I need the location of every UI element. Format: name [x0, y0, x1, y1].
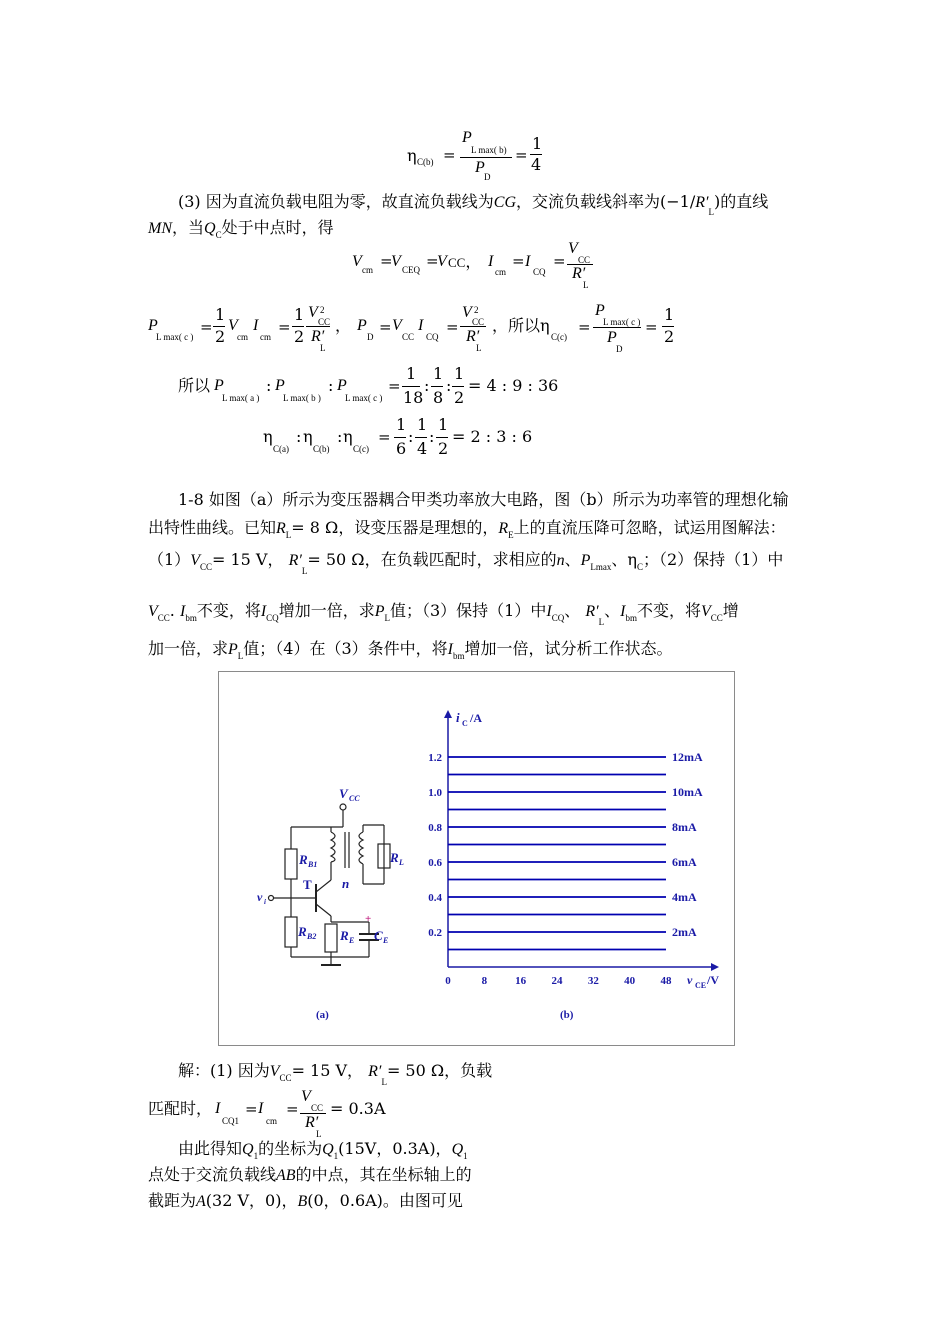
superscript: 2 [474, 305, 479, 315]
fraction-numerator: 1 [406, 364, 417, 383]
ratio-result: = 4 : 9 : 36 [468, 376, 559, 395]
equals-sign: = [578, 318, 591, 336]
paragraph-line [148, 218, 334, 240]
paragraph-line [178, 192, 769, 217]
fraction-bar [436, 437, 448, 438]
input-label: v [257, 890, 263, 904]
subscript: CC [318, 317, 331, 327]
symbol: V [228, 317, 238, 334]
text: 上的直流压降可忽略，试运用图解法： [513, 518, 786, 537]
x-tick-label: 48 [660, 975, 672, 987]
symbol: A [196, 1193, 206, 1210]
fraction-denominator: 18 [403, 388, 424, 407]
y-tick-labels [428, 752, 442, 939]
symbol: P [148, 317, 158, 334]
transistor-collector [316, 880, 331, 892]
equals-sign: = [553, 252, 566, 270]
subscript: CQ [266, 613, 279, 623]
text: 加一倍，求 [148, 639, 229, 658]
subscript: CC [710, 613, 723, 623]
primary-coil [331, 832, 335, 870]
text: : [446, 376, 452, 395]
transistor-label: T [303, 877, 312, 892]
fraction-denominator: R′ [311, 328, 325, 345]
text: = 0.3A [330, 1099, 386, 1118]
text: ，当 [172, 218, 205, 237]
vcc-terminal [340, 804, 346, 810]
text: 、 [564, 550, 581, 569]
symbol: AB [276, 1167, 296, 1184]
curve-label: 12mA [672, 750, 703, 764]
fraction-bar [402, 386, 420, 387]
text: 1-8 如图（a）所示为变压器耦合甲类功率放大电路，图（b）所示为功率管的理想化输 [178, 490, 789, 509]
chart-curves [448, 757, 666, 950]
fraction-denominator: 2 [438, 439, 449, 458]
subscript: CC [402, 332, 415, 342]
text: = 50 Ω，负载 [386, 1061, 493, 1080]
text: )的直线 [714, 192, 769, 211]
curve-label: 6mA [672, 855, 697, 869]
symbol: V [148, 603, 158, 620]
symbol: R′ [585, 603, 599, 620]
subscript: CC [578, 255, 591, 265]
rb1-subscript: B1 [308, 860, 318, 869]
text: 、 [564, 601, 581, 620]
ce-subscript: E [383, 936, 389, 945]
text: 的中点，其在坐标轴上的 [295, 1165, 472, 1184]
text: 增加一倍，求 [278, 601, 375, 620]
text: = 15 V， [211, 550, 284, 569]
subscript: L [301, 566, 308, 576]
problem-line [148, 601, 739, 627]
equals-sign: = [245, 1100, 258, 1118]
y-tick-label: 0.8 [428, 822, 442, 834]
x-tick-label: 16 [515, 975, 527, 987]
fraction-numerator: 1 [454, 364, 465, 383]
symbol: P [337, 377, 347, 394]
text: : [266, 376, 272, 395]
figure-a-caption: (a) [316, 1009, 329, 1021]
figure-frame [218, 671, 735, 1046]
subscript: C [636, 562, 643, 572]
text: Q [204, 220, 216, 237]
symbol: P [374, 603, 385, 620]
problem-line [148, 518, 786, 540]
subscript: C [215, 230, 222, 240]
text: 出特性曲线。已知 [148, 518, 277, 537]
x-axis-label-subscript: CE [695, 981, 707, 990]
fraction-denominator: 2 [454, 388, 465, 407]
symbol: B [297, 1193, 308, 1210]
subscript: C(c) [551, 332, 567, 342]
subscript: L [598, 617, 605, 627]
subscript: L [237, 651, 244, 661]
equals-sign: = [380, 252, 393, 270]
comma: ， [492, 316, 509, 335]
problem-line [178, 492, 789, 508]
subscript: CC [311, 1103, 324, 1113]
secondary-coil [359, 832, 363, 864]
symbol: P [580, 552, 591, 569]
subscript: L max( c ) [603, 317, 641, 327]
curve-labels [672, 750, 703, 939]
text: 所以 [178, 376, 211, 395]
subscript: bm [625, 613, 637, 623]
vcc-label: V [339, 786, 348, 801]
symbol: η [303, 427, 313, 446]
circuit-labels [257, 786, 404, 1021]
fraction-numerator: V [301, 1088, 311, 1105]
symbol: η [343, 427, 353, 446]
text: : [296, 427, 302, 446]
symbol: I [488, 253, 494, 270]
text: 不变，将 [196, 601, 261, 620]
subscript: cm [260, 332, 271, 342]
symbol: P [275, 377, 285, 394]
polarity-mark: + [365, 913, 372, 925]
text: (15V，0.3A)， [338, 1139, 452, 1158]
fraction-denominator: P [475, 159, 485, 176]
x-axis-label-unit: /V [707, 973, 719, 987]
re-subscript: E [349, 936, 355, 945]
subscript: Lmax [590, 562, 612, 572]
figure-svg [219, 672, 734, 1045]
fraction-bar [460, 157, 512, 158]
curve-label: 2mA [672, 925, 697, 939]
rl-label: R [390, 850, 399, 865]
symbol: V [190, 552, 200, 569]
x-axis-arrow [711, 963, 719, 971]
fraction-bar [394, 437, 406, 438]
y-tick-label: 1.2 [428, 752, 442, 764]
y-axis-label-subscript: C [462, 719, 468, 728]
re-resistor [325, 924, 337, 952]
symbol: Q [242, 1141, 254, 1158]
subscript: bm [453, 651, 465, 661]
fraction-denominator: 2 [664, 327, 675, 346]
solution-line [148, 1193, 463, 1210]
subscript: bm [185, 613, 197, 623]
text: = 8 Ω，设变压器是理想的， [291, 518, 499, 537]
fraction-numerator: V [462, 304, 472, 321]
subscript: E [508, 530, 514, 540]
comma: ， [335, 316, 352, 335]
text: 增加一倍，试分析工作状态。 [464, 639, 673, 658]
x-tick-label: 40 [624, 975, 636, 987]
subscript: CC [199, 562, 212, 572]
text: : [337, 427, 343, 446]
equals-sign: = [388, 377, 401, 395]
subscript: L [316, 1129, 322, 1139]
text: . [169, 601, 175, 620]
fraction-denominator: 2 [215, 327, 226, 346]
equals-sign: = [378, 428, 391, 446]
text: = 15 V， [291, 1061, 364, 1080]
subscript: CC [279, 1073, 292, 1083]
symbol: η [263, 427, 273, 446]
vcc-subscript: CC [349, 794, 360, 803]
subscript: C(c) [353, 444, 369, 454]
subscript: L [583, 280, 589, 290]
text: (−1/ [660, 192, 696, 211]
symbol: Q [322, 1141, 334, 1158]
subscript: L max( c ) [156, 332, 194, 342]
fraction-numerator: 1 [294, 305, 305, 324]
fraction-denominator: 8 [433, 388, 444, 407]
fraction-numerator: 1 [433, 364, 444, 383]
symbol: I [258, 1100, 264, 1117]
equals-sign: = [278, 318, 291, 336]
symbol: V [700, 603, 711, 620]
text: (3) 因为直流负载电阻为零，故直流负载线为 [178, 192, 494, 211]
equals-sign: = [426, 252, 439, 270]
text: CG [493, 194, 516, 211]
equals-sign: = [645, 318, 658, 336]
subscript: L [708, 207, 715, 217]
subscript: 1 [333, 1151, 339, 1161]
x-axis-label: v [687, 973, 693, 987]
fraction-numerator-subscript: L max( b) [471, 145, 507, 155]
rb1-resistor [285, 849, 297, 879]
subscript: L [476, 343, 482, 353]
symbol: n [556, 552, 565, 569]
output-characteristics-chart [428, 710, 719, 1021]
subscript: CQ [533, 267, 546, 277]
turns-ratio-label: n [342, 876, 350, 891]
symbol: V [352, 253, 362, 270]
text: CC， [448, 252, 482, 271]
fraction-denominator: P [607, 329, 617, 346]
subscript: L [384, 613, 390, 623]
symbol: V [437, 253, 447, 270]
rb2-subscript: B2 [307, 932, 317, 941]
symbol: P [214, 377, 224, 394]
symbol: R [498, 520, 509, 537]
symbol: R′ [368, 1063, 382, 1080]
text: ，交流负载线斜率为 [516, 192, 661, 211]
symbol: I [179, 603, 186, 620]
y-tick-label: 0.6 [428, 857, 442, 869]
solution-line [178, 1061, 493, 1087]
fraction-bar [306, 326, 330, 327]
eta-symbol: η [407, 146, 417, 165]
rb2-resistor [285, 917, 297, 947]
subscript: L max( b ) [283, 393, 321, 403]
y-axis-label: i [456, 710, 460, 725]
ratio-result: = 2 : 3 : 6 [452, 427, 533, 446]
equals-sign: = [512, 252, 525, 270]
subscript: D [616, 344, 623, 354]
symbol: I [620, 603, 626, 620]
fraction-denominator-subscript: D [484, 172, 491, 182]
transistor-emitter [316, 904, 331, 916]
x-tick-labels [445, 975, 672, 987]
symbol: P [357, 317, 367, 334]
fraction-denominator: R′ [305, 1114, 319, 1131]
symbol: I [260, 603, 267, 620]
input-subscript: i [264, 898, 266, 906]
subscript: 1 [253, 1151, 259, 1161]
subscript: CC [472, 317, 485, 327]
text: 截距为 [148, 1191, 197, 1210]
solution-line [148, 1167, 472, 1184]
symbol: I [418, 317, 424, 334]
subscript: L max( c ) [345, 393, 383, 403]
x-tick-label: 24 [551, 975, 563, 987]
x-tick-label: 0 [445, 975, 451, 987]
subscript: L max( a ) [222, 393, 260, 403]
text: R′ [695, 194, 709, 211]
superscript: 2 [320, 305, 325, 315]
ce-label: C [374, 928, 383, 943]
symbol: P [228, 641, 238, 658]
re-label: R [340, 928, 349, 943]
fraction-bar [593, 327, 641, 328]
circuit-diagram [269, 804, 391, 965]
fraction-numerator: V [308, 304, 318, 321]
text: 解：(1) 因为 [178, 1061, 270, 1080]
text: = 50 Ω，在负载匹配时，求相应的 [307, 550, 557, 569]
subscript: L [285, 530, 292, 540]
fraction-denominator: 6 [396, 439, 407, 458]
text: 、 [604, 601, 621, 620]
text: (32 V，0)， [205, 1191, 298, 1210]
text: : [408, 427, 414, 446]
text: 增 [722, 601, 739, 620]
input-terminal [269, 896, 274, 901]
text: : [328, 376, 334, 395]
symbol: I [546, 603, 552, 620]
symbol: R [276, 520, 286, 537]
fraction-numerator: V [568, 240, 578, 257]
text: 值；（3）保持（1）中 [389, 601, 547, 620]
fraction-numerator: 1 [438, 415, 449, 434]
text: 的坐标为 [258, 1139, 323, 1158]
equals-sign: = [379, 318, 392, 336]
equals-sign: = [446, 318, 459, 336]
fraction-bar [452, 386, 464, 387]
symbol: R′ [288, 552, 302, 569]
subscript: CQ [426, 332, 439, 342]
symbol: I [525, 253, 531, 270]
result-denominator: 4 [531, 155, 542, 174]
symbol: I [253, 317, 259, 334]
subscript: CQ [551, 613, 565, 623]
subscript: cm [362, 265, 373, 275]
text: (0，0.6A)。由图可见 [307, 1191, 463, 1210]
symbol: I [447, 641, 453, 658]
subscript: D [367, 332, 374, 342]
problem-line [148, 550, 784, 576]
y-axis-arrow [444, 710, 452, 718]
fraction-denominator: 2 [294, 327, 305, 346]
rl-subscript: L [399, 858, 404, 867]
curve-label: 4mA [672, 890, 697, 904]
text: 处于中点时，得 [221, 218, 334, 237]
symbol: Q [451, 1141, 464, 1158]
subscript: cm [495, 267, 506, 277]
symbol: V [269, 1063, 280, 1080]
text: MN [148, 220, 172, 237]
fraction-numerator: 1 [417, 415, 428, 434]
subscript: C(a) [273, 444, 289, 454]
fraction-bar [460, 326, 486, 327]
symbol: I [215, 1100, 221, 1117]
x-tick-label: 8 [481, 975, 488, 987]
subscript: L [320, 343, 326, 353]
subscript: CEQ [402, 265, 420, 275]
equals-sign: = [515, 146, 528, 164]
subscript: C(b) [313, 444, 330, 454]
text: 由此得知 [178, 1139, 243, 1158]
symbol: V [391, 253, 401, 270]
equals-sign: = [443, 146, 456, 164]
y-axis-label-unit: /A [470, 711, 482, 725]
text: 所以η [508, 316, 550, 335]
problem-line [148, 639, 673, 661]
fraction-numerator: P [595, 302, 605, 319]
solution-line [178, 1139, 468, 1161]
fraction-denominator: R′ [466, 328, 480, 345]
fraction-numerator: P [462, 129, 472, 146]
text: 匹配时， [148, 1099, 213, 1118]
x-tick-label: 32 [587, 975, 599, 987]
text: （1） [148, 550, 191, 569]
subscript: L [381, 1077, 387, 1087]
symbol: V [392, 317, 402, 334]
text: 、η [611, 550, 637, 569]
eta-subscript: C(b) [417, 157, 434, 167]
curve-label: 10mA [672, 785, 703, 799]
y-tick-label: 1.0 [428, 787, 442, 799]
y-tick-label: 0.2 [428, 927, 442, 939]
fraction-numerator: 1 [664, 305, 675, 324]
text: 点处于交流负载线 [148, 1165, 277, 1184]
subscript: CC [157, 613, 170, 623]
subscript: cm [237, 332, 248, 342]
text: ；（2）保持（1）中 [642, 550, 784, 569]
subscript: CQ1 [222, 1116, 240, 1126]
y-tick-label: 0.4 [428, 892, 442, 904]
subscript: 1 [463, 1151, 468, 1161]
fraction-denominator: 4 [417, 439, 428, 458]
fraction-denominator: R′ [572, 265, 586, 282]
text: : [424, 376, 430, 395]
subscript: cm [266, 1116, 277, 1126]
equals-sign: = [200, 318, 213, 336]
equals-sign: = [286, 1100, 299, 1118]
text: : [429, 427, 435, 446]
fraction-numerator: 1 [215, 305, 226, 324]
fraction-numerator: 1 [396, 415, 407, 434]
text: 值；（4）在（3）条件中，将 [243, 639, 448, 658]
fraction-bar [415, 437, 427, 438]
rb2-label: R [298, 924, 307, 939]
fraction-bar [431, 386, 443, 387]
result-numerator: 1 [532, 134, 543, 153]
text: 不变，将 [636, 601, 701, 620]
figure-b-caption: (b) [560, 1009, 574, 1021]
rb1-label: R [299, 852, 308, 867]
curve-label: 8mA [672, 820, 697, 834]
